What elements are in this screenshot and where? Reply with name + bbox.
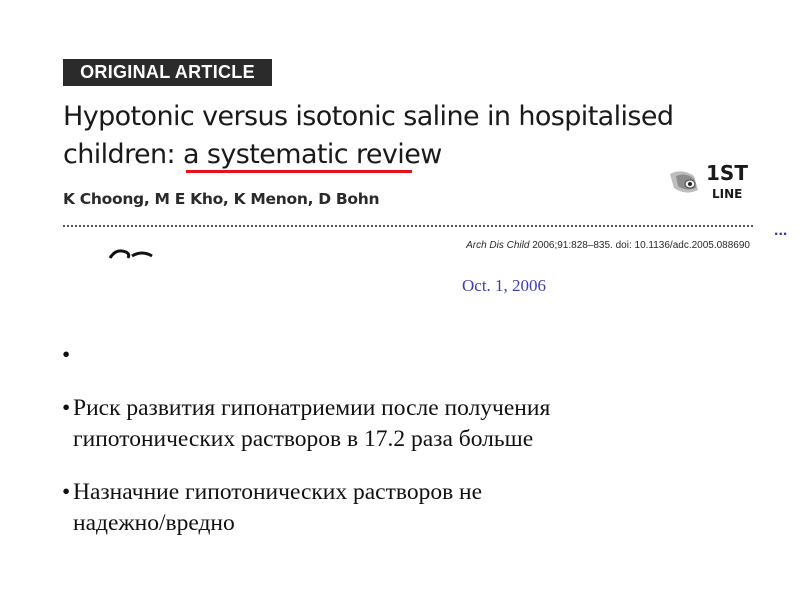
bullet-text-line-2: надежно/вредно xyxy=(73,510,235,536)
bullet-text xyxy=(73,477,762,539)
bullet-mark: • xyxy=(62,479,71,505)
bullet-text-line-2: гипотонических растворов в 17.2 раза больше xyxy=(73,426,534,452)
citation-details: 2006;91:828–835. doi: 10.1136/adc.2005.088690 xyxy=(529,240,750,251)
article-citation xyxy=(420,240,750,251)
article-type-badge: ORIGINAL ARTICLE xyxy=(63,59,272,86)
article-title-line-2: children: a systematic review xyxy=(63,139,442,170)
cropped-text-fragment xyxy=(108,246,154,260)
bullet-item-harm xyxy=(62,477,762,539)
bullet-mark: • xyxy=(62,342,71,368)
bullet-text-line-1: Назначние гипотонических растворов не xyxy=(73,479,483,505)
citation-journal: Arch Dis Child xyxy=(466,240,530,251)
bullet-text-line-1: Риск развития гипонатриемии после получения xyxy=(73,395,551,421)
red-underline xyxy=(186,170,412,173)
bullet-list xyxy=(62,340,762,539)
bullet-text xyxy=(73,393,762,455)
empty-bullet xyxy=(62,340,762,371)
bullet-item-risk xyxy=(62,393,762,455)
article-authors: K Choong, M E Kho, K Menon, D Bohn xyxy=(63,190,380,208)
article-title-line-1: Hypotonic versus isotonic saline in hospitalised xyxy=(63,101,674,132)
first-line-logo-icon xyxy=(668,160,748,210)
dotted-divider xyxy=(63,225,753,229)
bullet-mark: • xyxy=(62,395,71,421)
article-title xyxy=(63,98,674,174)
ellipsis-mark: ... xyxy=(774,222,788,239)
logo-bottom-text: LINE xyxy=(712,187,743,201)
logo-top-text: 1ST xyxy=(706,161,748,185)
publication-date: Oct. 1, 2006 xyxy=(462,276,547,295)
